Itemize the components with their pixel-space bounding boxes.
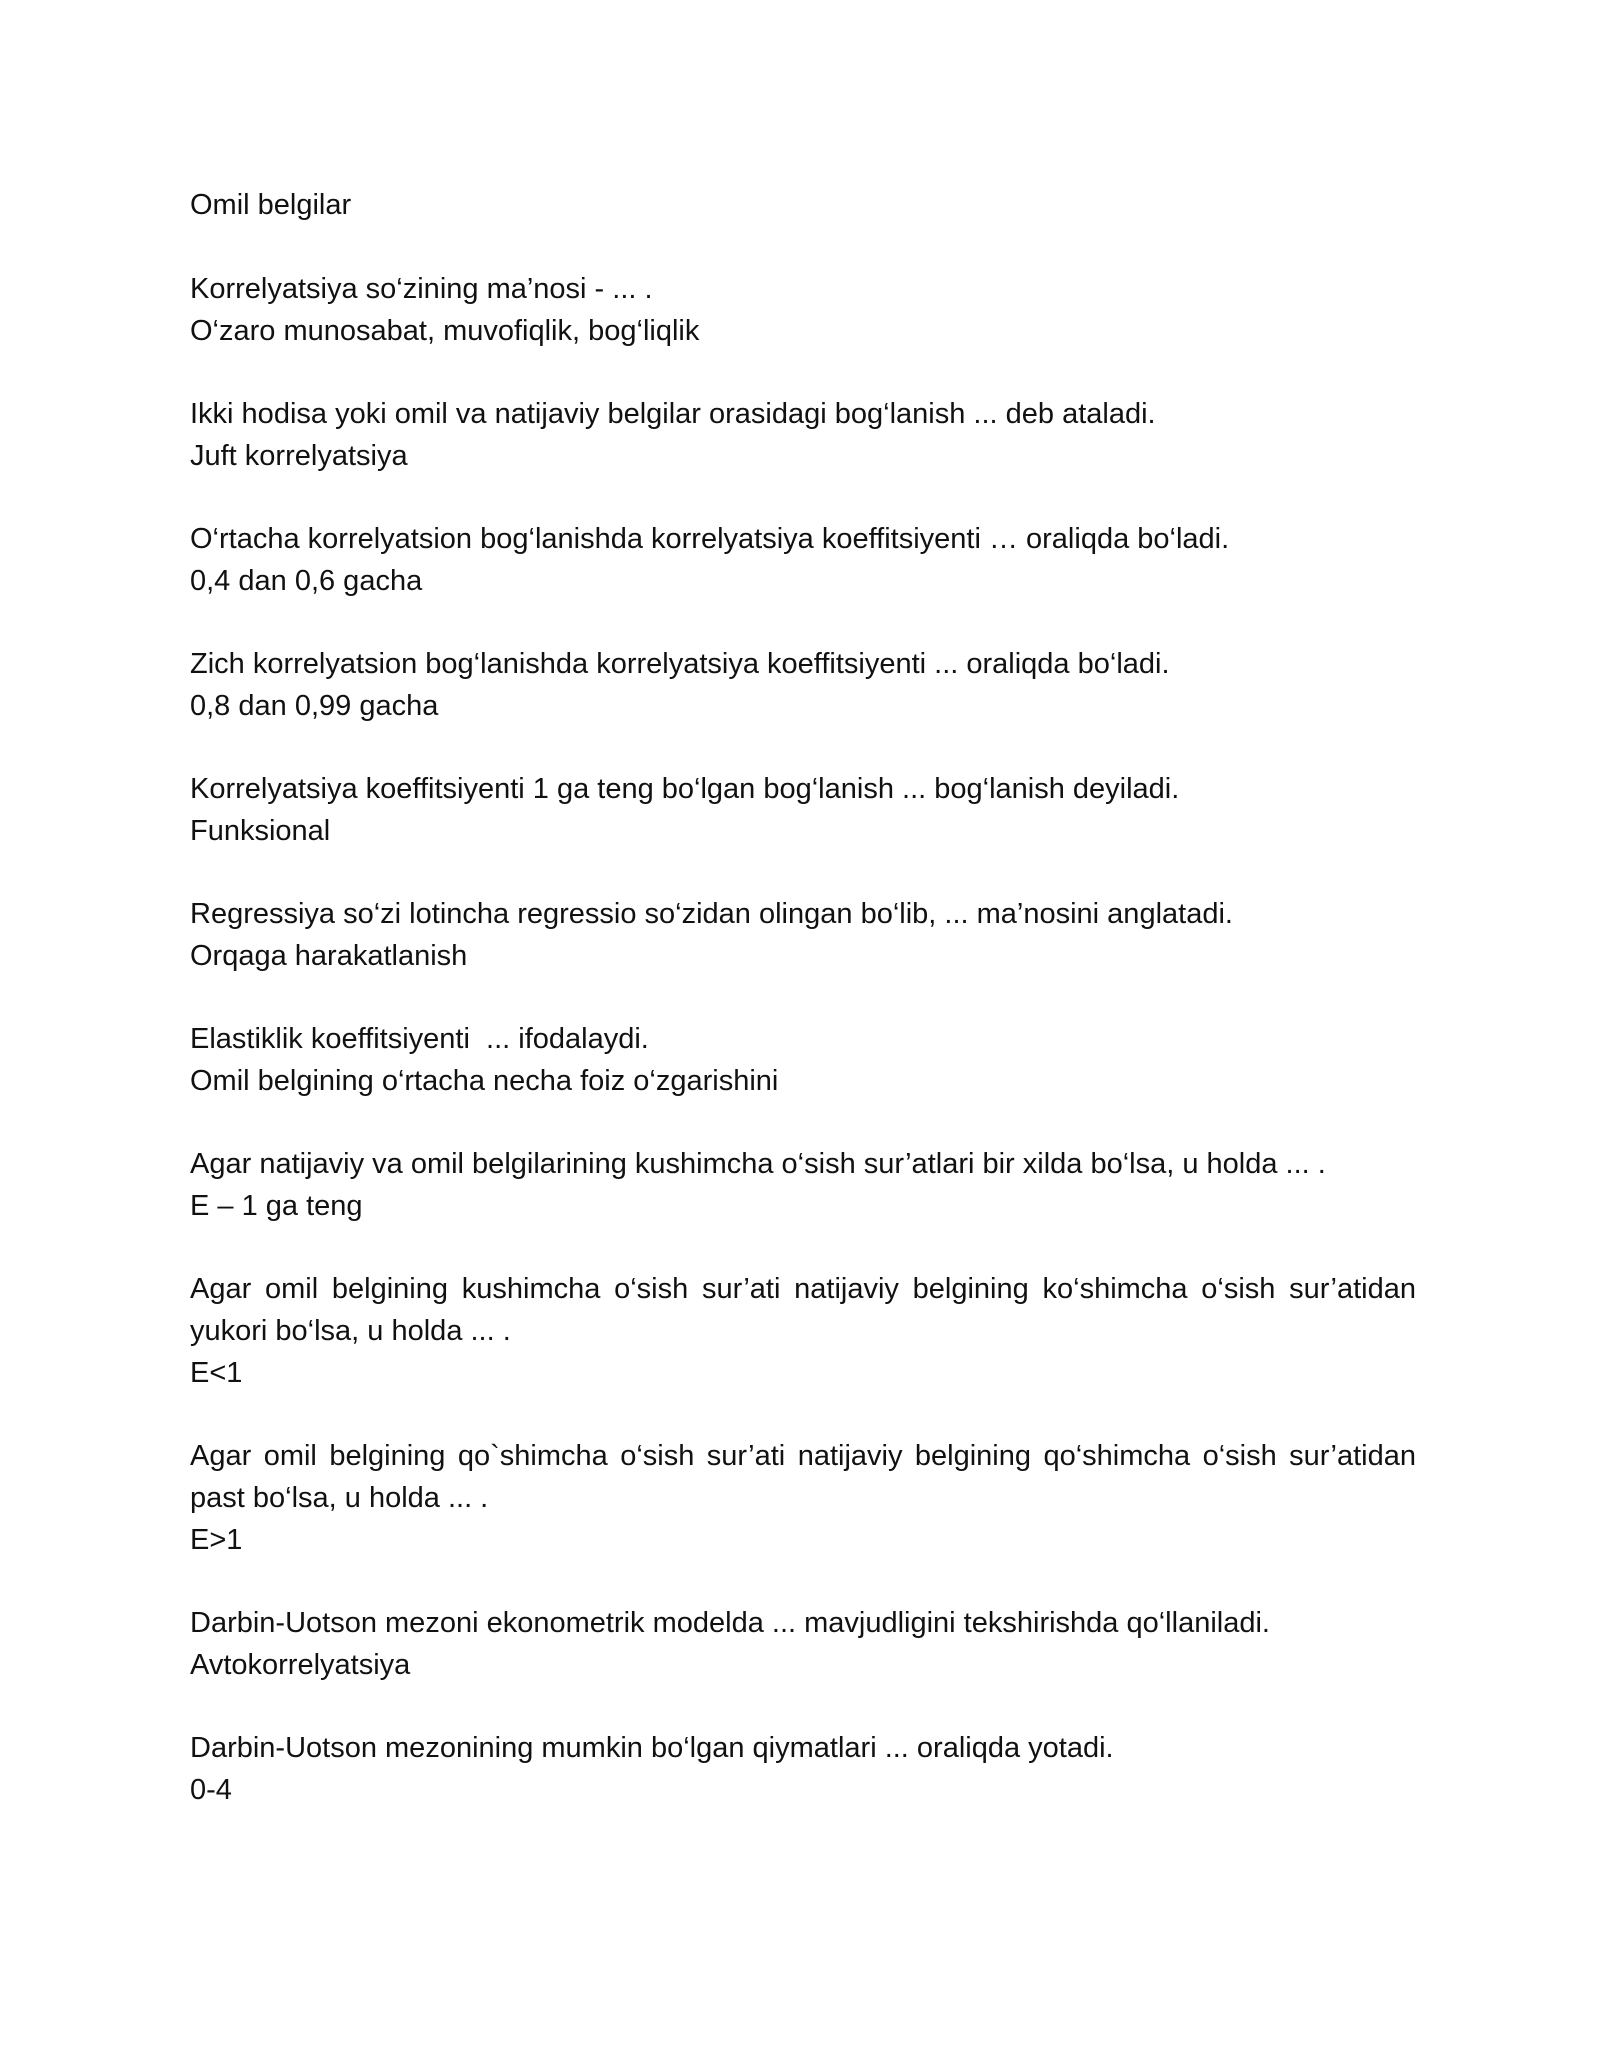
question-text: Regressiya so‘zi lotincha regressio so‘zidan olingan bo‘lib, ... ma’nosini anglatadi. (190, 898, 1233, 930)
qa-item (190, 518, 1416, 602)
document-heading: Omil belgilar (190, 189, 352, 221)
question-text: Ikki hodisa yoki omil va natijaviy belgilar orasidagi bog‘lanish ... deb ataladi. (190, 398, 1156, 430)
qa-item (190, 1143, 1416, 1227)
answer-text: 0,8 dan 0,99 gacha (190, 690, 439, 722)
question-text: Darbin-Uotson mezoni ekonometrik modelda ... mavjudligini tekshirishda qo‘llaniladi. (190, 1607, 1270, 1639)
answer-text: E>1 (190, 1524, 243, 1556)
question-text: Darbin-Uotson mezonining mumkin bo‘lgan qiymatlari ... oraliqda yotadi. (190, 1732, 1114, 1764)
qa-item (190, 1435, 1425, 1561)
answer-text: E – 1 ga teng (190, 1190, 363, 1222)
answer-text: O‘zaro munosabat, muvofiqlik, bog‘liqlik (190, 315, 700, 347)
answer-text: Juft korrelyatsiya (190, 440, 408, 472)
qa-item (190, 268, 1416, 352)
answer-text: Omil belgining o‘rtacha necha foiz o‘zgarishini (190, 1065, 779, 1097)
answer-text: 0-4 (190, 1774, 232, 1806)
qa-item (190, 1727, 1416, 1811)
question-text: Korrelyatsiya so‘zining ma’nosi - ... . (190, 273, 653, 305)
document-page (190, 184, 1425, 1852)
qa-item (190, 1268, 1425, 1394)
answer-text: 0,4 dan 0,6 gacha (190, 565, 423, 597)
qa-item (190, 1602, 1416, 1686)
question-text: Elastiklik koeffitsiyenti ... ifodalaydi. (190, 1023, 649, 1055)
qa-item (190, 893, 1416, 977)
question-text: Korrelyatsiya koeffitsiyenti 1 ga teng bo‘lgan bog‘lanish ... bog‘lanish deyiladi. (190, 773, 1180, 805)
qa-item (190, 643, 1416, 727)
question-text: Agar omil belgining qo`shimcha o‘sish sur’ati natijaviy belgining qo‘shimcha o‘sish sur’atidan past bo‘lsa, u holda ... . (190, 1440, 1425, 1514)
answer-text: Orqaga harakatlanish (190, 940, 468, 972)
question-text: O‘rtacha korrelyatsion bog‘lanishda korrelyatsiya koeffitsiyenti … oraliqda bo‘ladi. (190, 523, 1230, 555)
answer-text: E<1 (190, 1357, 243, 1389)
question-text: Zich korrelyatsion bog‘lanishda korrelyatsiya koeffitsiyenti ... oraliqda bo‘ladi. (190, 648, 1170, 680)
qa-item (190, 768, 1416, 852)
answer-text: Funksional (190, 815, 331, 847)
answer-text: Avtokorrelyatsiya (190, 1649, 411, 1681)
qa-item (190, 393, 1416, 477)
question-text: Agar natijaviy va omil belgilarining kushimcha o‘sish sur’atlari bir xilda bo‘lsa, u holda ... . (190, 1148, 1326, 1180)
question-text: Agar omil belgining kushimcha o‘sish sur’ati natijaviy belgining ko‘shimcha o‘sish sur’atidan yukori bo‘lsa, u holda ... . (190, 1273, 1425, 1347)
qa-item (190, 1018, 1416, 1102)
